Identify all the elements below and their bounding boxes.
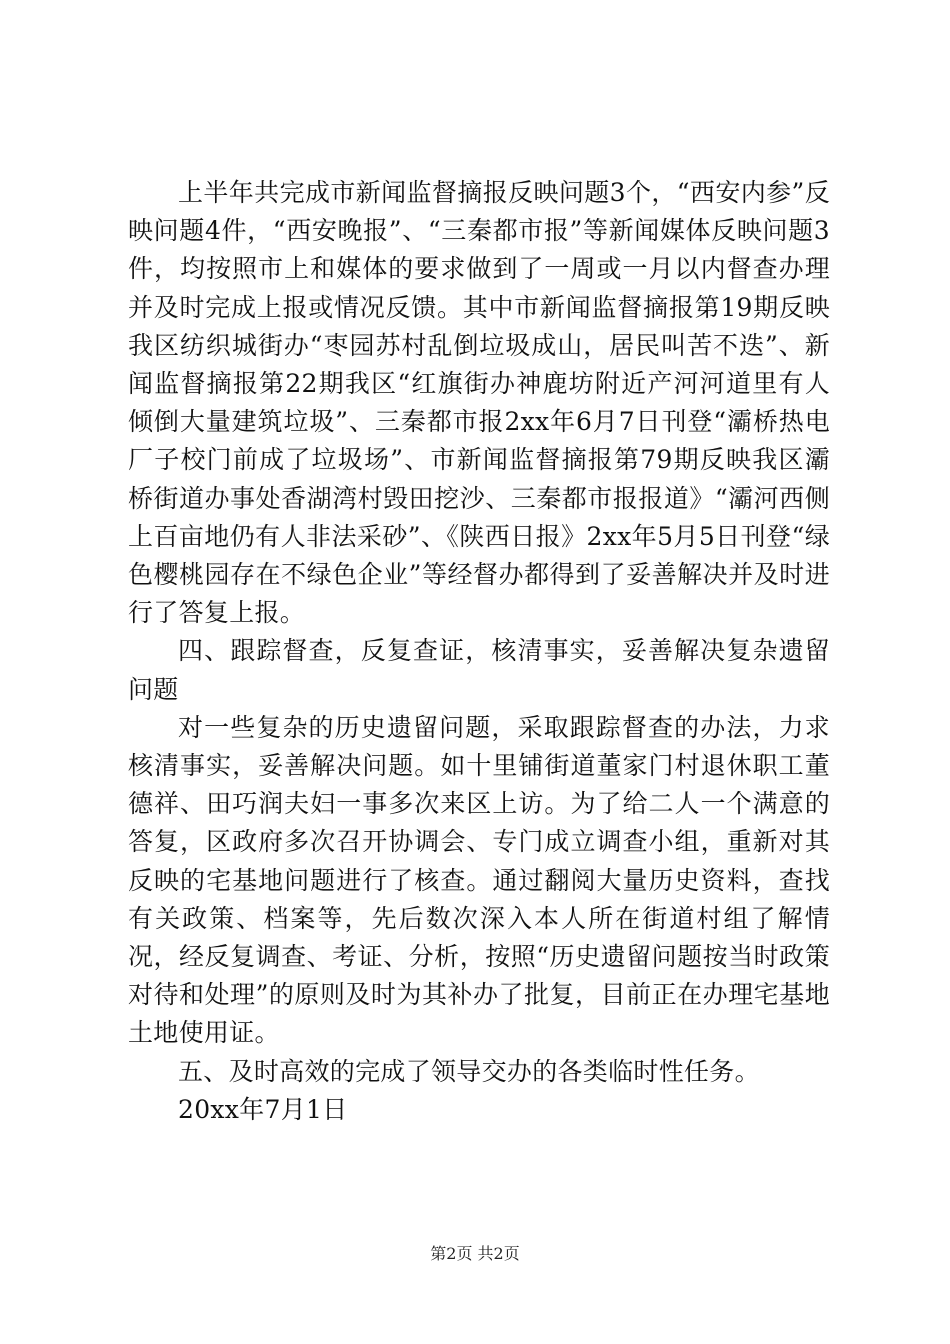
- document-date: 20xx年7月1日: [178, 1094, 348, 1124]
- section-heading-four: 四、跟踪督查，反复查证，核清事实，妥善解决复杂遗留问题: [128, 636, 830, 704]
- paragraph-historical-issues: 对一些复杂的历史遗留问题，采取跟踪督查的办法，力求核清事实，妥善解决问题。如十里铺街道董家门村退休职工董德祥、田巧润夫妇一事多次来区上访。为了给二人一个满意的答复，区政府多次召开协调会、专门成立调查小组，重新对其反映的宅基地问题进行了核查。通过翻阅大量历史资料，查找有关政策、档案等，先后数次深入本人所在街道村组了解情况，经反复调查、考证、分析，按照“历史遗留问题按当时政策对待和处理”的原则及时为其补办了批复，目前正在办理宅基地土地使用证。: [128, 712, 830, 1048]
- page-number-footer: 第2页 共2页: [430, 1244, 520, 1263]
- document-body: [128, 174, 830, 1129]
- paragraph-news-supervision: 上半年共完成市新闻监督摘报反映问题3个，“西安内参”反映问题4件，“西安晚报”、“三秦都市报”等新闻媒体反映问题3件，均按照市上和媒体的要求做到了一周或一月以内督查办理并及时完成上报或情况反馈。其中市新闻监督摘报第19期反映我区纺织城街办“枣园苏村乱倒垃圾成山，居民叫苦不迭”、新闻监督摘报第22期我区“红旗街办神鹿坊附近产河河道里有人倾倒大量建筑垃圾”、三秦都市报2xx年6月7日刊登“灞桥热电厂子校门前成了垃圾场”、市新闻监督摘报第79期反映我区灞桥街道办事处香湖湾村毁田挖沙、三秦都市报报道》“灞河西侧上百亩地仍有人非法采砂”、《陕西日报》2xx年5月5日刊登“绿色樱桃园存在不绿色企业”等经督办都得到了妥善解决并及时进行了答复上报。: [128, 178, 830, 628]
- section-heading-five: 五、及时高效的完成了领导交办的各类临时性任务。: [178, 1056, 760, 1086]
